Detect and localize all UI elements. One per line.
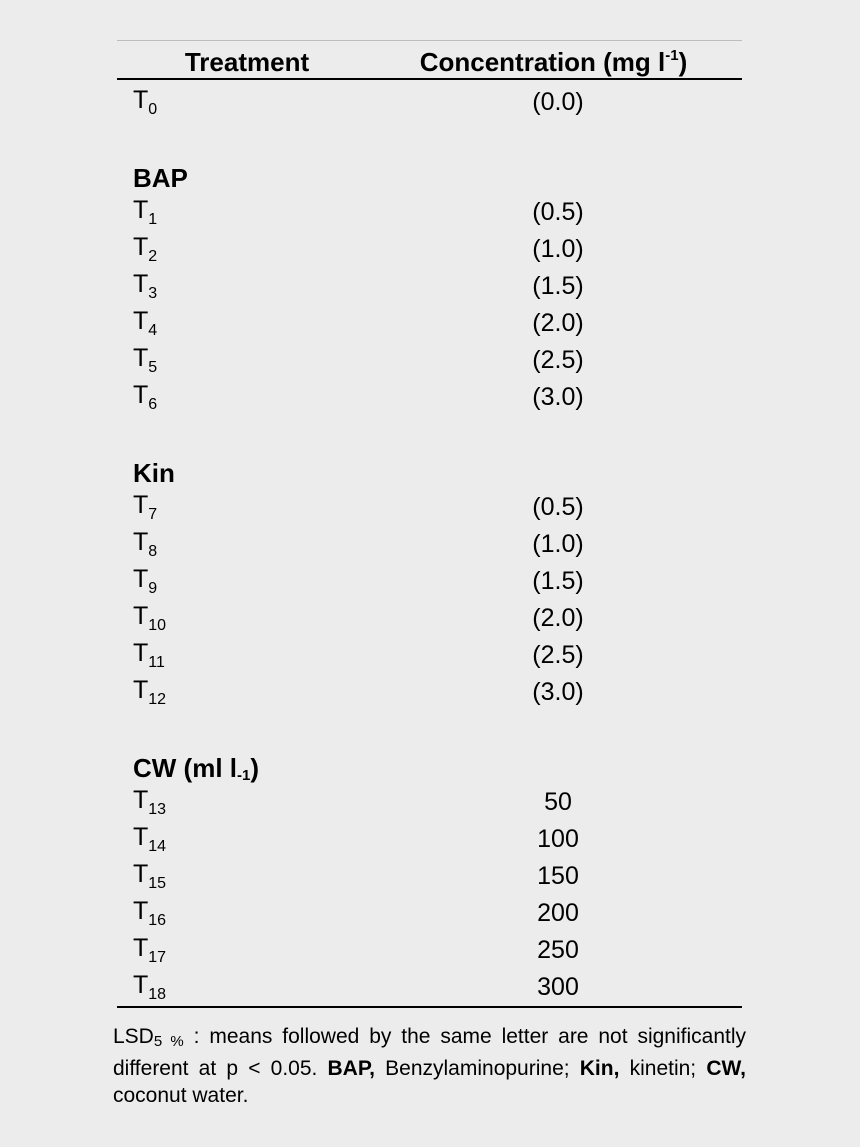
concentration-cell: (2.5) xyxy=(532,346,584,374)
table-row xyxy=(117,526,742,563)
treatment-cell xyxy=(117,786,374,819)
treatment-letter: T xyxy=(133,676,149,704)
treatment-index: 15 xyxy=(148,875,167,892)
concentration-cell: (1.5) xyxy=(532,272,584,300)
concentration-cell: (1.0) xyxy=(532,235,584,263)
treatment-cell xyxy=(117,344,374,377)
concentration-cell: (1.5) xyxy=(532,567,584,595)
treatment-cell xyxy=(117,196,374,229)
treatment-index: 13 xyxy=(148,801,167,818)
table-row xyxy=(117,489,742,526)
note-kin-abbr: Kin, xyxy=(579,1057,620,1080)
group-label xyxy=(117,157,742,194)
treatment-index: 1 xyxy=(148,211,158,228)
table-row xyxy=(117,305,742,342)
treatment-letter: T xyxy=(133,786,149,814)
treatment-letter: T xyxy=(133,602,149,630)
table-footnote xyxy=(113,1023,746,1109)
treatment-cell xyxy=(117,565,374,598)
concentration-cell: (0.5) xyxy=(532,198,584,226)
treatment-letter: T xyxy=(133,897,149,925)
header-concentration-text: Concentration (mg l xyxy=(419,47,666,77)
treatment-cell xyxy=(117,639,374,672)
concentration-cell: 300 xyxy=(537,973,579,1001)
treatment-index: 5 xyxy=(148,359,158,376)
treatment-index: 4 xyxy=(148,322,158,339)
note-lsd-sub: 5 % xyxy=(153,1033,184,1050)
treatment-letter: T xyxy=(133,86,149,114)
header-concentration xyxy=(377,47,742,78)
group-label xyxy=(117,452,742,489)
table-row xyxy=(117,674,742,711)
concentration-cell: 250 xyxy=(537,936,579,964)
treatment-letter: T xyxy=(133,344,149,372)
treatment-letter: T xyxy=(133,233,149,261)
treatment-cell xyxy=(117,381,374,414)
table-body xyxy=(117,84,742,1006)
concentration-cell: 50 xyxy=(544,788,572,816)
treatment-letter: T xyxy=(133,823,149,851)
concentration-cell: (1.0) xyxy=(532,530,584,558)
treatment-letter: T xyxy=(133,565,149,593)
concentration-cell: (0.5) xyxy=(532,493,584,521)
treatment-cell xyxy=(117,528,374,561)
treatment-table xyxy=(117,40,742,1008)
treatment-index: 16 xyxy=(148,912,167,929)
treatment-index: 0 xyxy=(148,101,158,118)
table-row xyxy=(117,895,742,932)
note-text: : means followed by the same letter are not significantly different at p < 0.05. xyxy=(113,1025,746,1080)
table-row xyxy=(117,379,742,416)
treatment-index: 9 xyxy=(148,580,158,597)
note-bap-abbr: BAP, xyxy=(327,1057,375,1080)
table-header xyxy=(117,46,742,80)
treatment-index: 8 xyxy=(148,543,158,560)
treatment-letter: T xyxy=(133,381,149,409)
note-cw-abbr: CW, xyxy=(706,1057,746,1080)
table-row xyxy=(117,932,742,969)
treatment-cell xyxy=(117,823,374,856)
treatment-index: 11 xyxy=(148,654,165,671)
table-row xyxy=(117,784,742,821)
group-label-text: BAP xyxy=(133,163,188,193)
treatment-index: 18 xyxy=(148,986,167,1003)
treatment-letter: T xyxy=(133,971,149,999)
group-label xyxy=(117,747,742,784)
treatment-cell xyxy=(117,491,374,524)
bottom-rule xyxy=(117,1006,742,1008)
treatment-cell xyxy=(117,860,374,893)
table-row xyxy=(117,231,742,268)
concentration-cell: (2.0) xyxy=(532,604,584,632)
group-label-suffix: ) xyxy=(250,753,260,783)
concentration-cell: (2.0) xyxy=(532,309,584,337)
table-row xyxy=(117,600,742,637)
treatment-letter: T xyxy=(133,270,149,298)
note-kin-def: kinetin; xyxy=(619,1057,707,1080)
treatment-index: 6 xyxy=(148,396,158,413)
table-row xyxy=(117,342,742,379)
treatment-cell xyxy=(117,233,374,266)
treatment-index: 3 xyxy=(148,285,158,302)
header-treatment: Treatment xyxy=(184,47,310,77)
group-label-text: Kin xyxy=(133,458,175,488)
treatment-index: 12 xyxy=(148,691,167,708)
group-label-text: CW (ml l xyxy=(133,753,237,783)
concentration-cell: (3.0) xyxy=(532,383,584,411)
table-row xyxy=(117,969,742,1006)
table-row xyxy=(117,268,742,305)
concentration-cell: (3.0) xyxy=(532,678,584,706)
treatment-index: 17 xyxy=(148,949,167,966)
concentration-cell: 200 xyxy=(537,899,579,927)
treatment-cell xyxy=(117,307,374,340)
treatment-cell xyxy=(117,676,374,709)
top-rule xyxy=(117,40,742,41)
treatment-cell xyxy=(117,602,374,635)
treatment-letter: T xyxy=(133,528,149,556)
group-label-sup: -1 xyxy=(237,767,251,784)
table-row xyxy=(117,84,742,121)
note-bap-def: Benzylaminopurine; xyxy=(374,1057,580,1080)
table-row xyxy=(117,563,742,600)
treatment-letter: T xyxy=(133,639,149,667)
table-row xyxy=(117,637,742,674)
treatment-cell xyxy=(117,897,374,930)
header-concentration-suffix: ) xyxy=(678,47,688,77)
treatment-cell xyxy=(117,934,374,967)
treatment-cell xyxy=(117,270,374,303)
header-concentration-sup: -1 xyxy=(665,47,679,64)
treatment-letter: T xyxy=(133,860,149,888)
concentration-cell: (0.0) xyxy=(532,88,584,116)
table-row xyxy=(117,858,742,895)
concentration-cell: (2.5) xyxy=(532,641,584,669)
treatment-letter: T xyxy=(133,307,149,335)
table-row xyxy=(117,821,742,858)
treatment-letter: T xyxy=(133,196,149,224)
note-cw-def: coconut water. xyxy=(113,1084,249,1107)
treatment-cell xyxy=(117,86,374,119)
concentration-cell: 150 xyxy=(537,862,579,890)
treatment-index: 2 xyxy=(148,248,158,265)
treatment-index: 7 xyxy=(148,506,158,523)
concentration-cell: 100 xyxy=(537,825,579,853)
treatment-index: 10 xyxy=(148,617,167,634)
treatment-index: 14 xyxy=(148,838,167,855)
note-lsd: LSD xyxy=(113,1025,154,1048)
table-row xyxy=(117,194,742,231)
treatment-cell xyxy=(117,971,374,1004)
treatment-letter: T xyxy=(133,934,149,962)
treatment-letter: T xyxy=(133,491,149,519)
